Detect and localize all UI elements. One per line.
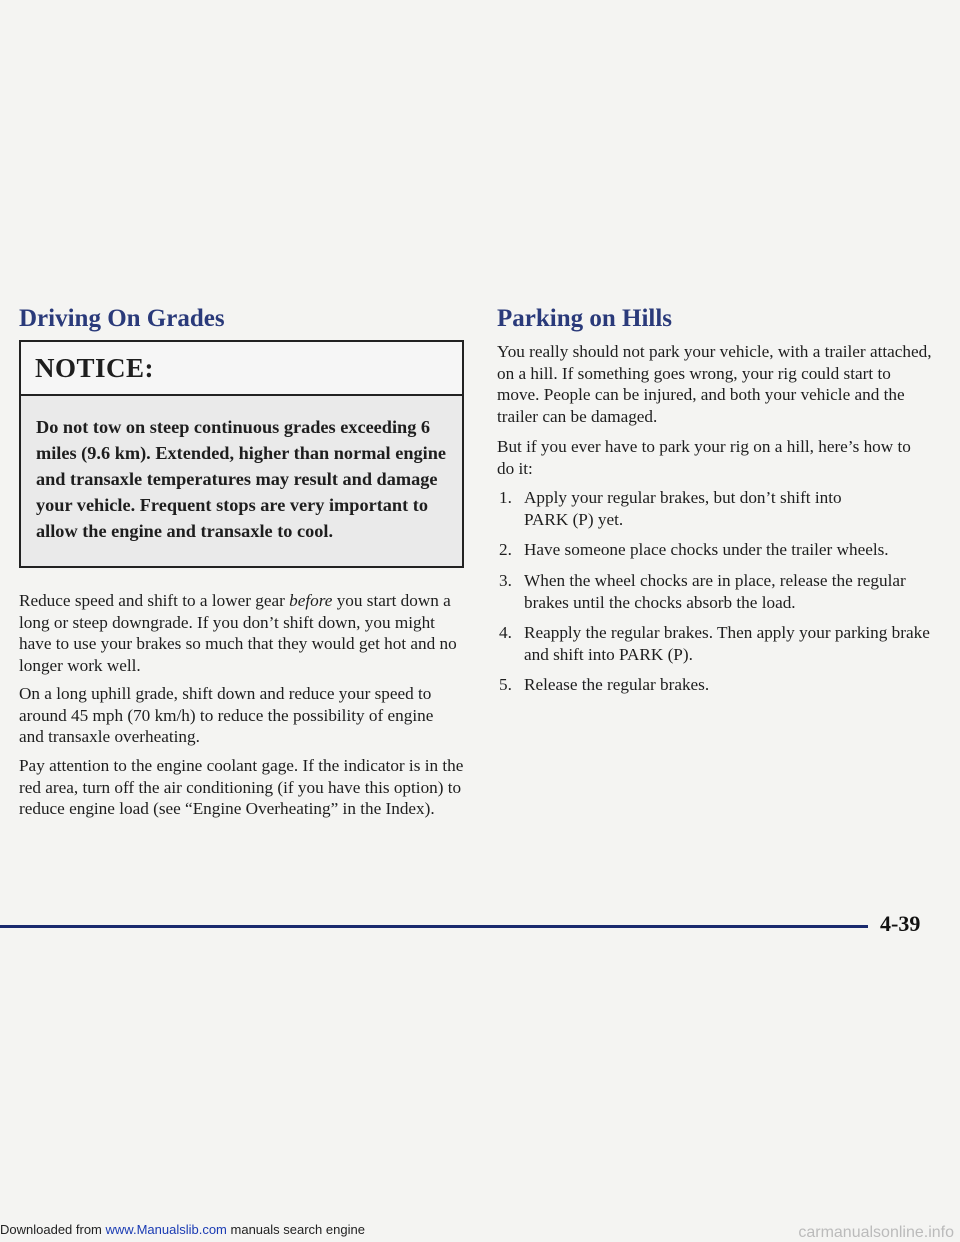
step-4-text: Reapply the regular brakes. Then apply your parking brake and shift into PARK (P). [524,623,930,664]
paragraph-reduce-speed-emphasis: before [289,591,333,610]
step-5-text: Release the regular brakes. [524,675,710,694]
step-2-text: Have someone place chocks under the trailer wheels. [524,540,889,559]
step-3-text: When the wheel chocks are in place, release the regular brakes until the chocks absorb the load. [524,571,906,612]
watermark: carmanualsonline.info [798,1224,954,1241]
step-5-number: 5. [499,675,512,694]
footer-link[interactable]: www.Manualslib.com [105,1222,227,1237]
footer-prefix: Downloaded from [0,1222,102,1237]
step-2-number: 2. [499,540,512,559]
heading-driving-on-grades: Driving On Grades [19,305,225,332]
paragraph-uphill: On a long uphill grade, shift down and reduce your speed to around 45 mph (70 km/h) to reduce the possibility of engine and transaxle overheating. [19,684,434,746]
heading-parking-on-hills: Parking on Hills [497,305,673,332]
paragraph-park-warning: You really should not park your vehicle, with a trailer attached, on a hill. If something goes wrong, your rig could start to move. People can be injured, and both your vehicle and the trailer can be damaged. [497,342,932,426]
step-1-text: Apply your regular brakes, but don’t shift into PARK (P) yet. [524,488,842,529]
notice-box [19,340,464,568]
paragraph-reduce-speed [19,590,464,676]
footer-suffix: manuals search engine [230,1222,365,1237]
step-4-number: 4. [499,623,512,642]
download-footer [0,1222,365,1237]
footer-rule [0,925,868,928]
paragraph-reduce-speed-a: Reduce speed and shift to a lower gear [19,591,285,610]
notice-title: NOTICE: [21,342,462,396]
paragraph-coolant: Pay attention to the engine coolant gage. If the indicator is in the red area, turn off the air conditioning (if you have this option) to reduce engine load (see “Engine Overheating” in the Index). [19,756,464,818]
step-1-number: 1. [499,488,512,507]
step-3-number: 3. [499,571,512,590]
page-number: 4-39 [880,911,921,936]
paragraph-reduce-speed-b: you start down a long or steep downgrade. If you don’t shift down, you might have to use your brakes so much that they would get hot and no longer work well. [19,591,457,675]
notice-text: Do not tow on steep continuous grades exceeding 6 miles (9.6 km). Extended, higher than normal engine and transaxle temperatures may result and damage your vehicle. Frequent stops are very important to allow the engine and transaxle to cool. [36,417,446,541]
paragraph-how-to: But if you ever have to park your rig on a hill, here’s how to do it: [497,437,911,478]
